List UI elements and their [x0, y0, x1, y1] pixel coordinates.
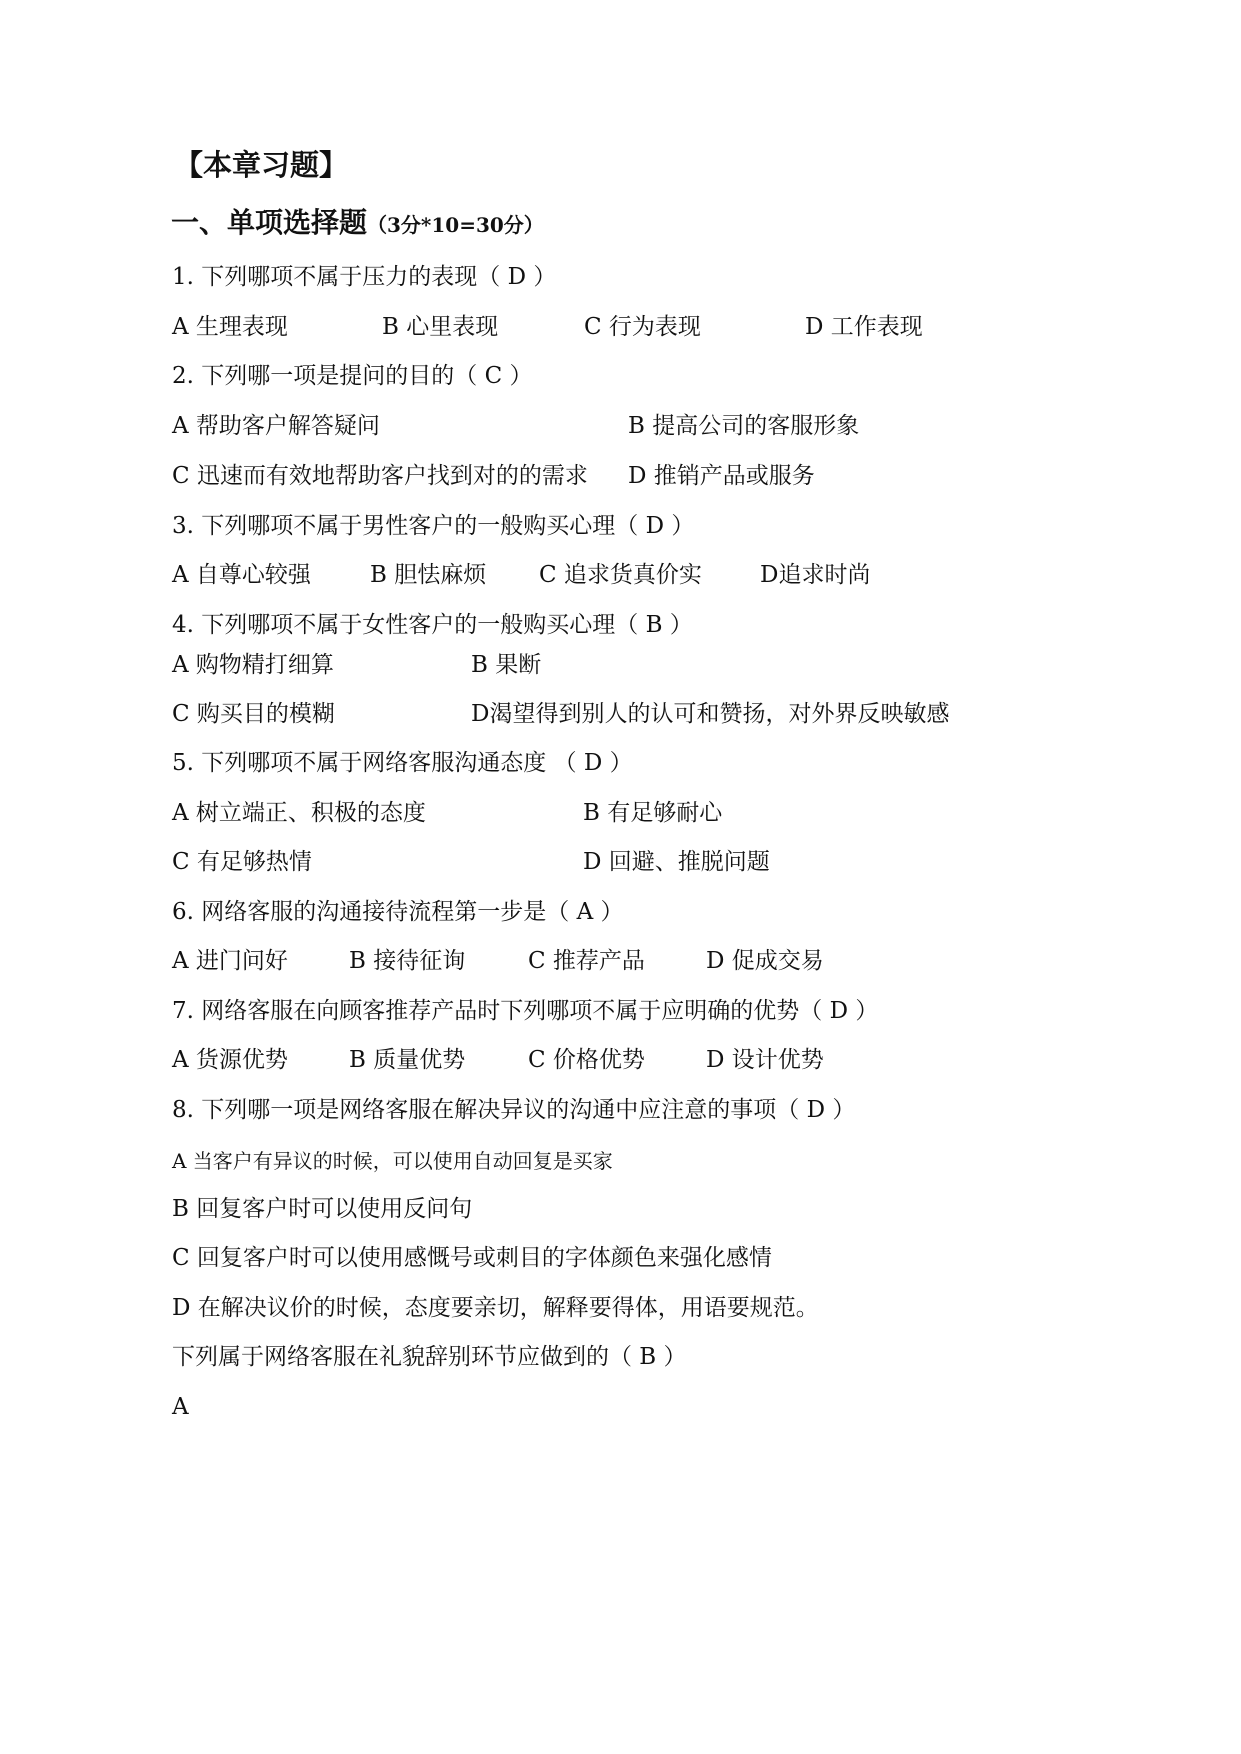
question-stem: 3. 下列哪项不属于男性客户的一般购买心理（ D ） [172, 513, 695, 539]
question-stem: 6. 网络客服的沟通接待流程第一步是（ A ） [172, 899, 624, 925]
option: D渴望得到别人的认可和赞扬，对外界反映敏感 [471, 701, 950, 727]
question-stem: 7. 网络客服在向顾客推荐产品时下列哪项不属于应明确的优势（ D ） [172, 998, 879, 1024]
question-stem: 1. 下列哪项不属于压力的表现（ D ） [172, 264, 557, 290]
question-stem: 8. 下列哪一项是网络客服在解决异议的沟通中应注意的事项（ D ） [172, 1097, 856, 1123]
option: A 自尊心较强 [172, 562, 311, 588]
option: A 帮助客户解答疑问 [172, 413, 380, 439]
section-score-note: （3分*10=30分） [367, 213, 544, 237]
option: B 心里表现 [382, 314, 499, 340]
chapter-heading: 【本章习题】 [174, 148, 349, 182]
option: A 生理表现 [172, 314, 288, 340]
question-stem: 下列属于网络客服在礼貌辞别环节应做到的（ B ） [172, 1344, 687, 1370]
option: D 工作表现 [805, 314, 923, 340]
option: D 在解决议价的时候，态度要亲切，解释要得体，用语要规范。 [172, 1295, 819, 1321]
section-title [171, 206, 544, 242]
section-title-text: 一、单项选择题 [171, 206, 368, 239]
option: A 购物精打细算 [172, 652, 334, 678]
option: B 有足够耐心 [583, 800, 723, 826]
option: B 提高公司的客服形象 [628, 413, 860, 439]
option: D追求时尚 [760, 562, 871, 588]
option: A [172, 1394, 189, 1420]
option: D 促成交易 [706, 948, 824, 974]
option: A 当客户有异议的时候，可以使用自动回复是买家 [172, 1149, 613, 1173]
option: B 胆怯麻烦 [370, 562, 487, 588]
question-stem: 5. 下列哪项不属于网络客服沟通态度 （ D ） [172, 750, 633, 776]
question-stem: 4. 下列哪项不属于女性客户的一般购买心理（ B ） [172, 612, 693, 638]
option: B 质量优势 [349, 1047, 466, 1073]
option: C 回复客户时可以使用感慨号或刺目的字体颜色来强化感情 [172, 1245, 772, 1271]
option: C 迅速而有效地帮助客户找到对的的需求 [172, 463, 588, 489]
question-stem: 2. 下列哪一项是提问的目的（ C ） [172, 363, 533, 389]
option: C 推荐产品 [528, 948, 645, 974]
option: C 追求货真价实 [539, 562, 702, 588]
option: D 回避、推脱问题 [583, 849, 770, 875]
option: C 购买目的模糊 [172, 701, 335, 727]
option: B 回复客户时可以使用反问句 [172, 1196, 473, 1222]
option: C 有足够热情 [172, 849, 312, 875]
option: C 行为表现 [584, 314, 701, 340]
option: D 推销产品或服务 [628, 463, 815, 489]
option: D 设计优势 [706, 1047, 824, 1073]
option: A 进门问好 [172, 948, 288, 974]
option: C 价格优势 [528, 1047, 645, 1073]
option: B 接待征询 [349, 948, 466, 974]
option: A 货源优势 [172, 1047, 288, 1073]
option: A 树立端正、积极的态度 [172, 800, 426, 826]
option: B 果断 [471, 652, 542, 678]
